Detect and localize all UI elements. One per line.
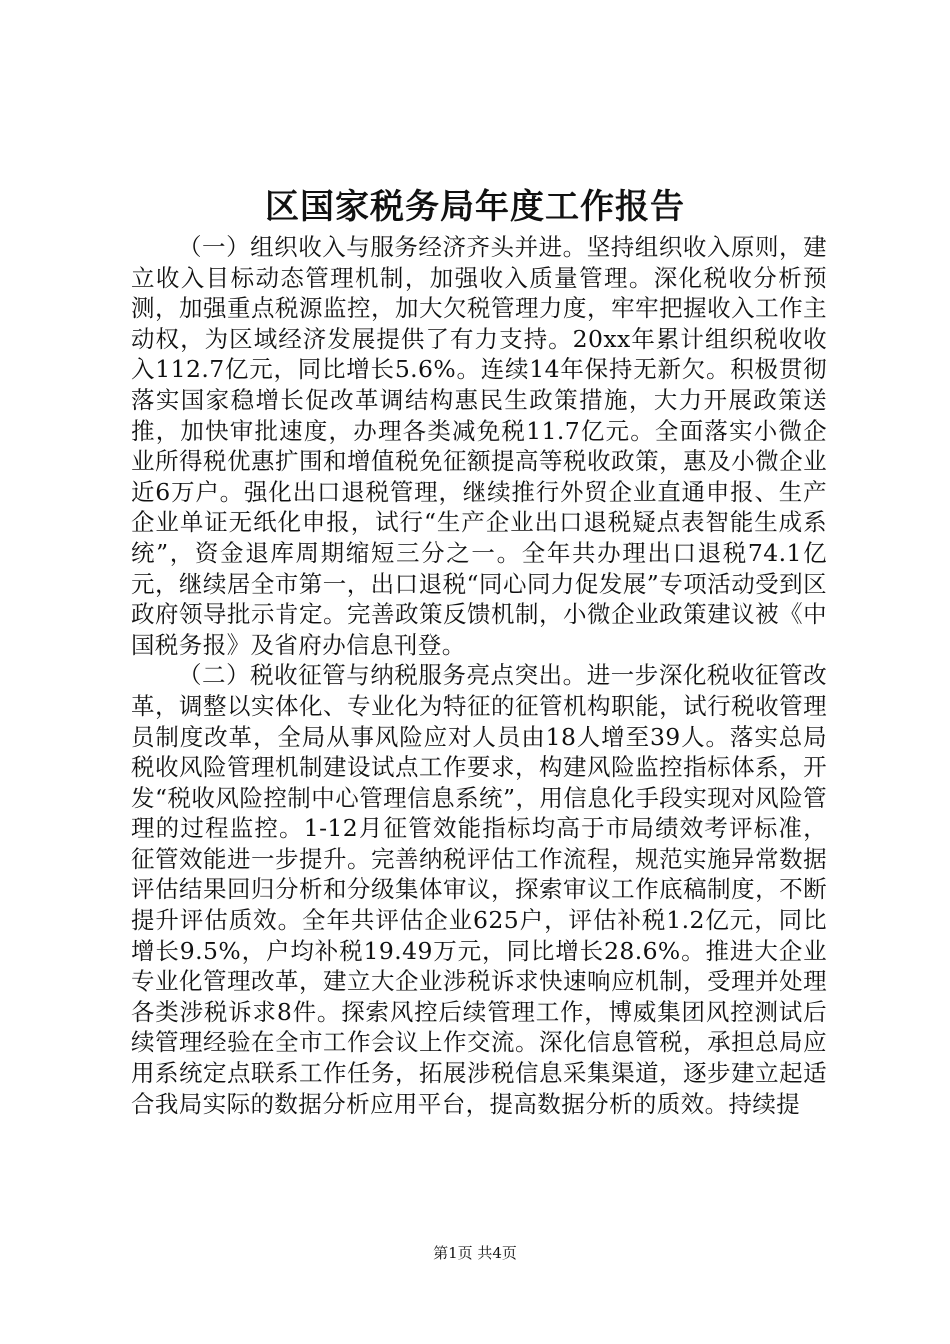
paragraph-collection-service: （二）税收征管与纳税服务亮点突出。进一步深化税收征管改革，调整以实体化、专业化为特征的征管机构职能，试行税收管理员制度改革，全局从事风险应对人员由18人增至39人。落实总局税收风险管理机制建设试点工作要求，构建风险监控指标体系，开发“税收风险控制中心管理信息系统”，用信息化手段实现对风险管理的过程监控。1-12月征管效能指标均高于市局绩效考评标准，征管效能进一步提升。完善纳税评估工作流程，规范实施异常数据评估结果回归分析和分级集体审议，探索审议工作底稿制度，不断提升评估质效。全年共评估企业625户，评估补税1.2亿元，同比增长9.5%，户均补税19.49万元，同比增长28.6%。推进大企业专业化管理改革，建立大企业涉税诉求快速响应机制，受理并处理各类涉税诉求8件。探索风控后续管理工作，博威集团风控测试后续管理经验在全市工作会议上作交流。深化信息管税，承担总局应用系统定点联系工作任务，拓展涉税信息采集渠道，逐步建立起适合我局实际的数据分析应用平台，提高数据分析的质效。持续提: [131, 661, 827, 1118]
paragraph-revenue: （一）组织收入与服务经济齐头并进。坚持组织收入原则，建立收入目标动态管理机制，加强收入质量管理。深化税收分析预测，加强重点税源监控，加大欠税管理力度，牢牢把握收入工作主动权，为区域经济发展提供了有力支持。20xx年累计组织税收收入112.7亿元，同比增长5.6%。连续14年保持无新欠。积极贯彻落实国家稳增长促改革调结构惠民生政策措施，大力开展政策送推，加快审批速度，办理各类减免税11.7亿元。全面落实小微企业所得税优惠扩围和增值税免征额提高等税收政策，惠及小微企业近6万户。强化出口退税管理，继续推行外贸企业直通申报、生产企业单证无纸化申报，试行“生产企业出口退税疑点表智能生成系统”，资金退库周期缩短三分之一。全年共办理出口退税74.1亿元，继续居全市第一，出口退税“同心同力促发展”专项活动受到区政府领导批示肯定。完善政策反馈机制，小微企业政策建议被《中国税务报》及省府办信息刊登。: [131, 233, 827, 659]
document-body: [131, 232, 827, 1119]
page-footer: 第1页 共4页: [433, 1244, 517, 1262]
document-title: 区国家税务局年度工作报告: [265, 187, 685, 227]
